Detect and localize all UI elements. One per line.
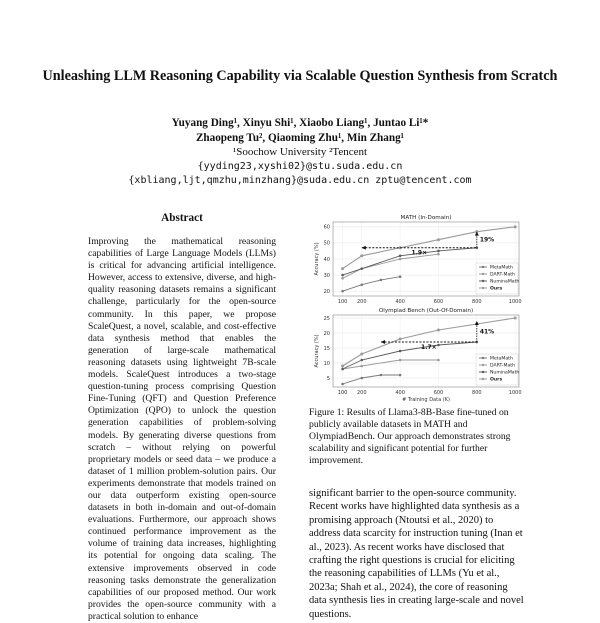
- series-line-metamath: [343, 277, 401, 291]
- chart-0-scale-arrowhead: [362, 246, 366, 250]
- legend-marker-dartmath: [482, 273, 484, 275]
- chart-0-xtick-label: 200: [356, 299, 367, 305]
- legend-marker-metamath: [482, 266, 484, 268]
- figure-caption-text: Figure 1: Results of Llama3-8B-Base fine-tuned on publicly available datasets in MATH and OlympiadBench. Our approach demonstrates strong scalability and significant potential for further improvement.: [309, 407, 511, 467]
- series-line-dartmath: [343, 360, 439, 369]
- chart-0-title: MATH (In-Domain): [400, 215, 452, 221]
- body-text: [309, 487, 527, 621]
- data-point-ours: [341, 365, 344, 368]
- legend-marker-numinamath: [482, 371, 484, 373]
- legend-marker-ours: [482, 378, 484, 380]
- legend-marker-metamath: [482, 357, 484, 359]
- data-point-numinamath: [399, 350, 402, 353]
- chart-1-scale-label: 1.7×: [421, 344, 437, 351]
- data-point-metamath: [399, 275, 402, 278]
- chart-0-xtick-label: 600: [433, 299, 444, 305]
- email-line-2: {xbliang,ljt,qmzhu,minzhang}@suda.edu.cn zptu@tencent.com: [128, 175, 472, 186]
- legend-label-metamath: MetaMath: [490, 265, 513, 271]
- data-point-metamath: [360, 377, 363, 380]
- data-point-ours: [360, 353, 363, 356]
- data-point-ours: [514, 317, 517, 320]
- data-point-metamath: [380, 374, 383, 377]
- data-point-dartmath: [399, 258, 402, 261]
- chart-1-title: Olympiad Bench (Out-Of-Domain): [378, 308, 474, 314]
- email-line-1: {yyding23,xyshi02}@stu.suda.edu.cn: [197, 161, 403, 172]
- chart-1-xtick-label: 400: [395, 390, 405, 396]
- chart-1-ytick-label: 5: [326, 375, 330, 382]
- body-paragraph: significant barrier to the open-source community. Recent works have highlighted data synthesis as a promising approach (Ntoutsi et al., 2020) to address data scarcity for instruction tuning (Inan et al., 2023). As recent works have disclosed that crafting the right questions is crucial for eliciting the reasoning capabilities of LLMs (Yu et al., 2023a; Shah et al., 2024), the core of reasoning data synthesis lies in creating large-scale and novel questions.: [309, 488, 524, 620]
- affiliations: ¹Soochow University ²Tencent: [232, 146, 368, 158]
- chart-1-xtick-label: 100: [337, 390, 348, 396]
- legend-label-dartmath: DART-Math: [490, 272, 515, 278]
- authors-line-2: Zhaopeng Tu², Qiaoming Zhu¹, Min Zhang¹: [195, 132, 405, 144]
- data-point-numinamath: [360, 267, 363, 270]
- chart-1-ylabel: Accuracy (%): [314, 334, 320, 368]
- data-point-dartmath: [437, 359, 440, 362]
- data-point-dartmath: [399, 359, 402, 362]
- chart-0-ytick-label: 40: [323, 256, 330, 263]
- data-point-metamath: [341, 383, 344, 386]
- chart-0-ytick-label: 30: [323, 272, 330, 279]
- chart-1-xtick-label: 800: [472, 390, 482, 396]
- legend-label-dartmath: DART-Math: [490, 363, 515, 369]
- chart-0-xtick-label: 800: [472, 299, 482, 305]
- chart-1-gain-label: 41%: [479, 328, 495, 336]
- chart-0-xtick-label: 1000: [508, 299, 522, 305]
- series-line-dartmath: [343, 254, 439, 278]
- abstract-heading: Abstract: [161, 212, 203, 224]
- legend-marker-ours: [482, 287, 484, 289]
- data-point-ours: [514, 225, 517, 228]
- data-point-numinamath: [360, 359, 363, 362]
- data-point-ours: [360, 254, 363, 257]
- legend-label-ours: Ours: [490, 377, 503, 383]
- chart-1-gain-arrowhead: [475, 321, 479, 325]
- data-point-dartmath: [437, 253, 440, 256]
- chart-1-xlabel: # Training Data (K): [402, 397, 450, 403]
- legend-label-numinamath: NuminaMath: [490, 370, 520, 376]
- series-line-numinamath: [343, 342, 477, 369]
- abstract-text: [88, 236, 276, 623]
- authors-line-1: Yuyang Ding¹, Xinyu Shi¹, Xiaobo Liang¹, Juntao Li¹*: [171, 117, 429, 129]
- chart-1-xtick-label: 1000: [508, 390, 522, 396]
- data-point-numinamath: [341, 274, 344, 277]
- chart-1-ytick-label: 25: [323, 315, 330, 322]
- chart-0-xtick-label: 100: [337, 299, 348, 305]
- chart-0-ylabel: Accuracy (%): [314, 242, 320, 276]
- data-point-numinamath: [341, 368, 344, 371]
- legend-marker-dartmath: [482, 364, 484, 366]
- chart-1-scale-arrowhead: [381, 340, 385, 344]
- chart-1-ytick-label: 10: [323, 360, 330, 367]
- series-line-numinamath: [343, 248, 477, 275]
- data-point-numinamath: [437, 344, 440, 347]
- legend-label-numinamath: NuminaMath: [490, 279, 520, 285]
- chart-0-ytick-label: 50: [323, 240, 330, 247]
- data-point-dartmath: [360, 365, 363, 368]
- data-point-numinamath: [437, 250, 440, 253]
- data-point-metamath: [360, 283, 363, 286]
- chart-0-scale-label: 1.9×: [411, 249, 428, 257]
- chart-1-xtick-label: 600: [433, 390, 444, 396]
- figure-1-charts: [305, 212, 537, 404]
- chart-1-ytick-label: 20: [323, 330, 330, 337]
- chart-0-ytick-label: 60: [323, 224, 330, 231]
- chart-1-xtick-label: 200: [356, 390, 367, 396]
- data-point-numinamath: [399, 254, 402, 257]
- legend-label-metamath: MetaMath: [490, 356, 513, 362]
- legend-label-ours: Ours: [490, 286, 503, 292]
- series-line-metamath: [343, 375, 401, 384]
- data-point-metamath: [341, 290, 344, 293]
- figure-caption: [309, 407, 527, 467]
- chart-1-ytick-label: 15: [323, 345, 330, 352]
- legend-marker-numinamath: [482, 280, 484, 282]
- chart-0-ytick-label: 20: [323, 288, 330, 295]
- data-point-dartmath: [341, 277, 344, 280]
- chart-0-gain-label: 19%: [479, 236, 495, 244]
- data-point-ours: [341, 267, 344, 270]
- data-point-metamath: [380, 279, 383, 282]
- data-point-metamath: [399, 374, 402, 377]
- data-point-ours: [437, 329, 440, 332]
- abstract-paragraph: Improving the mathematical reasoning capabilities of Large Language Models (LLMs) is critical for advancing artificial intelligence. However, access to extensive, diverse, and high-quality reasoning datasets remains a significant challenge, particularly for the open-source community. In this paper, we propose ScaleQuest, a novel, scalable, and cost-effective data synthesis method that enables the generation of large-scale mathematical reasoning datasets using lightweight 7B-scale models. ScaleQuest introduces a two-stage question-tuning process comprising Question Fine-Tuning (QFT) and Question Preference Optimization (QPO) to unlock the question generation capabilities of problem-solving models. By generating diverse questions from scratch – without relying on powerful proprietary models or seed data – we produce a dataset of 1 million problem-solution pairs. Our experiments demonstrate that models trained on our data outperform existing open-source datasets in both in-domain and out-of-domain evaluations. Furthermore, our approach shows continued performance improvement as the volume of training data increases, highlighting its potential for ongoing data scaling. The extensive improvements observed in code reasoning tasks demonstrate the generalization capabilities of our proposed method. Our work provides the open-source community with a practical solution to enhance: [88, 236, 276, 622]
- paper-title: Unleashing LLM Reasoning Capability via Scalable Question Synthesis from Scratch: [42, 68, 558, 84]
- data-point-ours: [399, 338, 402, 341]
- data-point-ours: [437, 238, 440, 241]
- chart-0-xtick-label: 400: [395, 299, 405, 305]
